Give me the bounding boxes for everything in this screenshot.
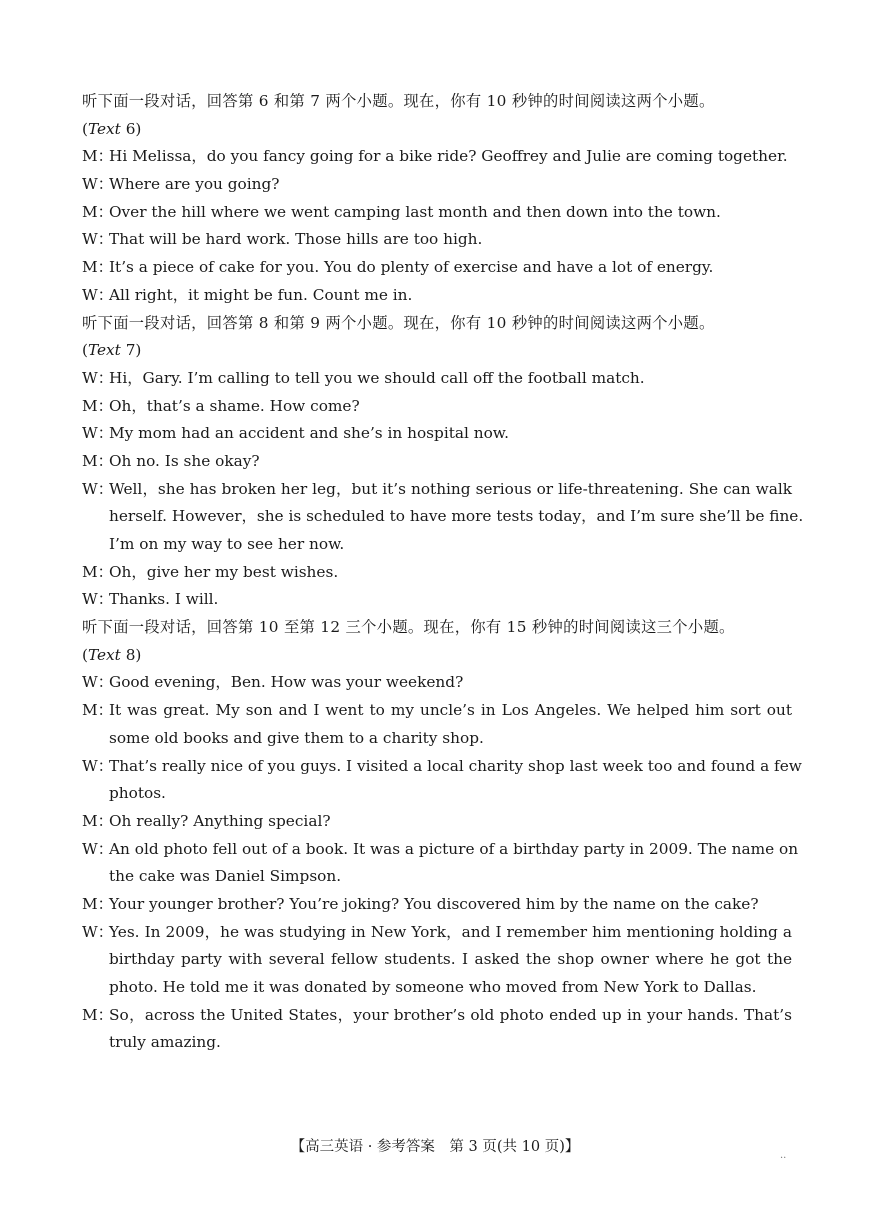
dialogue-line [82, 753, 802, 781]
dialogue-line [82, 836, 799, 864]
utterance-text: An old photo fell out of a book. It was a picture of a birthday party in 2009. The name on [109, 839, 799, 858]
utterance-text: truly amazing. [109, 1033, 221, 1052]
dialogue-text8 [82, 669, 802, 1057]
speaker-label: W： [82, 756, 114, 775]
speaker-label: M： [82, 202, 113, 221]
instruction-text6: 听下面一段对话，回答第 6 和第 7 两个小题。现在，你有 10 秒钟的时间阅读这两个小题。 [82, 92, 715, 110]
dialogue-line [82, 919, 792, 947]
speaker-label: M： [82, 811, 113, 830]
dialogue-turn [82, 891, 792, 919]
dialogue-turn [82, 282, 792, 310]
utterance-text: Over the hill where we went camping last month and then down into the town. [109, 202, 721, 221]
dialogue-turn [82, 753, 802, 808]
speaker-label: M： [82, 147, 113, 166]
utterance-text: the cake was Daniel Simpson. [109, 867, 342, 886]
speaker-label: W： [82, 839, 114, 858]
dialogue-line [82, 586, 792, 614]
instruction-text8: 听下面一段对话，回答第 10 至第 12 三个小题。现在，你有 15 秒钟的时间阅读这三个小题。 [82, 618, 735, 637]
utterance-text: My mom had an accident and she’s in hospital now. [109, 424, 509, 443]
speaker-label: W： [82, 922, 114, 941]
dialogue-turn [82, 254, 792, 282]
dialogue-turn [82, 143, 792, 171]
dialogue-line [82, 365, 792, 393]
speaker-label: M： [82, 562, 113, 581]
dialogue-line [82, 420, 792, 448]
utterance-text: photos. [109, 784, 166, 803]
utterance-text: Hi Melissa，do you fancy going for a bike ride? Geoffrey and Julie are coming together. [109, 147, 788, 166]
speaker-label: M： [82, 894, 113, 913]
dialogue-line [82, 1002, 792, 1030]
text-label-8: (Text 8) [82, 645, 142, 664]
dialogue-turn [82, 1002, 792, 1057]
dialogue-line [82, 946, 792, 974]
dialogue-line [82, 448, 792, 476]
dialogue-turn [82, 586, 792, 614]
dialogue-line [82, 808, 792, 836]
utterance-text: It was great. My son and I went to my uncle’s in Los Angeles. We helped him sort out [109, 701, 792, 720]
instruction-text7: 听下面一段对话，回答第 8 和第 9 两个小题。现在，你有 10 秒钟的时间阅读这两个小题。 [82, 313, 715, 332]
utterance-text: herself. However，she is scheduled to have more tests today，and I’m sure she’ll be fine. [109, 507, 804, 526]
text-label-7: (Text 7) [82, 341, 142, 360]
dialogue-line [82, 393, 792, 421]
dialogue-turn [82, 697, 792, 752]
utterance-text: Oh really? Anything special? [109, 811, 331, 830]
dialogue-text7 [82, 365, 804, 614]
utterance-text: All right，it might be fun. Count me in. [109, 285, 413, 304]
utterance-text: Oh，give her my best wishes. [109, 562, 339, 581]
utterance-text: Well，she has broken her leg，but it’s nothing serious or life-threatening. She can walk [109, 479, 792, 498]
utterance-text: Where are you going? [109, 175, 280, 194]
dialogue-turn [82, 393, 792, 421]
utterance-text: Your younger brother? You’re joking? You discovered him by the name on the cake? [109, 894, 759, 913]
dialogue-line [82, 476, 792, 504]
dialogue-turn [82, 365, 792, 393]
utterance-text: Yes. In 2009，he was studying in New York，and I remember him mentioning holding a [109, 922, 792, 941]
dialogue-line [82, 780, 792, 808]
utterance-text: photo. He told me it was donated by someone who moved from New York to Dallas. [109, 978, 757, 996]
utterance-text: Thanks. I will. [109, 590, 219, 609]
dialogue-line [82, 559, 792, 587]
dialogue-line [82, 199, 792, 227]
dialogue-line [82, 725, 792, 753]
utterance-text: That’s really nice of you guys. I visited a local charity shop last week too and found a few [109, 756, 802, 775]
speaker-label: W： [82, 424, 114, 443]
dialogue-line [82, 1029, 792, 1057]
utterance-text: Hi，Gary. I’m calling to tell you we should call off the football match. [109, 368, 645, 387]
dialogue-line [82, 891, 792, 919]
utterance-text: I’m on my way to see her now. [109, 535, 345, 553]
utterance-text: It’s a piece of cake for you. You do plenty of exercise and have a lot of energy. [109, 258, 714, 277]
speaker-label: M： [82, 396, 113, 415]
transcript [82, 88, 804, 1057]
dialogue-line [82, 531, 792, 559]
utterance-text: some old books and give them to a charity shop. [109, 728, 484, 747]
speaker-label: M： [82, 701, 113, 720]
speaker-label: W： [82, 175, 114, 194]
text-label-6: (Text 6) [82, 119, 142, 138]
dialogue-line [82, 669, 792, 697]
utterance-text: Good evening，Ben. How was your weekend? [109, 673, 464, 692]
speaker-label: W： [82, 590, 114, 609]
speaker-label: M： [82, 1005, 113, 1024]
dialogue-text6 [82, 143, 792, 309]
speaker-label: W： [82, 673, 114, 692]
dialogue-line [82, 974, 792, 1002]
dialogue-line [82, 171, 792, 199]
dialogue-turn [82, 199, 792, 227]
dialogue-line [82, 282, 792, 310]
speaker-label: W： [82, 479, 114, 498]
dialogue-turn [82, 476, 804, 559]
dialogue-turn [82, 420, 792, 448]
dialogue-line [82, 143, 792, 171]
speaker-label: W： [82, 368, 114, 387]
utterance-text: So，across the United States，your brother’s old photo ended up in your hands. That’s [109, 1005, 792, 1024]
speaker-label: M： [82, 258, 113, 277]
dialogue-turn [82, 669, 792, 697]
dialogue-line [82, 254, 792, 282]
speaker-label: M： [82, 451, 113, 470]
page-footer: 【高三英语 · 参考答案 第 3 页(共 10 页)】 [290, 1139, 580, 1155]
dialogue-line [82, 863, 792, 891]
speaker-label: W： [82, 285, 114, 304]
dialogue-line [82, 226, 792, 254]
dialogue-turn [82, 448, 792, 476]
dialogue-turn [82, 559, 792, 587]
utterance-text: Oh，that’s a shame. How come? [109, 396, 360, 415]
page-mark: .. [780, 1150, 787, 1161]
dialogue-line [82, 503, 804, 531]
dialogue-turn [82, 171, 792, 199]
dialogue-turn [82, 808, 792, 836]
dialogue-turn [82, 226, 792, 254]
utterance-text: Oh no. Is she okay? [109, 451, 260, 470]
dialogue-line [82, 697, 792, 725]
dialogue-turn [82, 836, 799, 891]
utterance-text: That will be hard work. Those hills are too high. [109, 230, 483, 249]
dialogue-turn [82, 919, 792, 1002]
utterance-text: birthday party with several fellow students. I asked the shop owner where he got the [109, 950, 792, 969]
speaker-label: W： [82, 230, 114, 249]
